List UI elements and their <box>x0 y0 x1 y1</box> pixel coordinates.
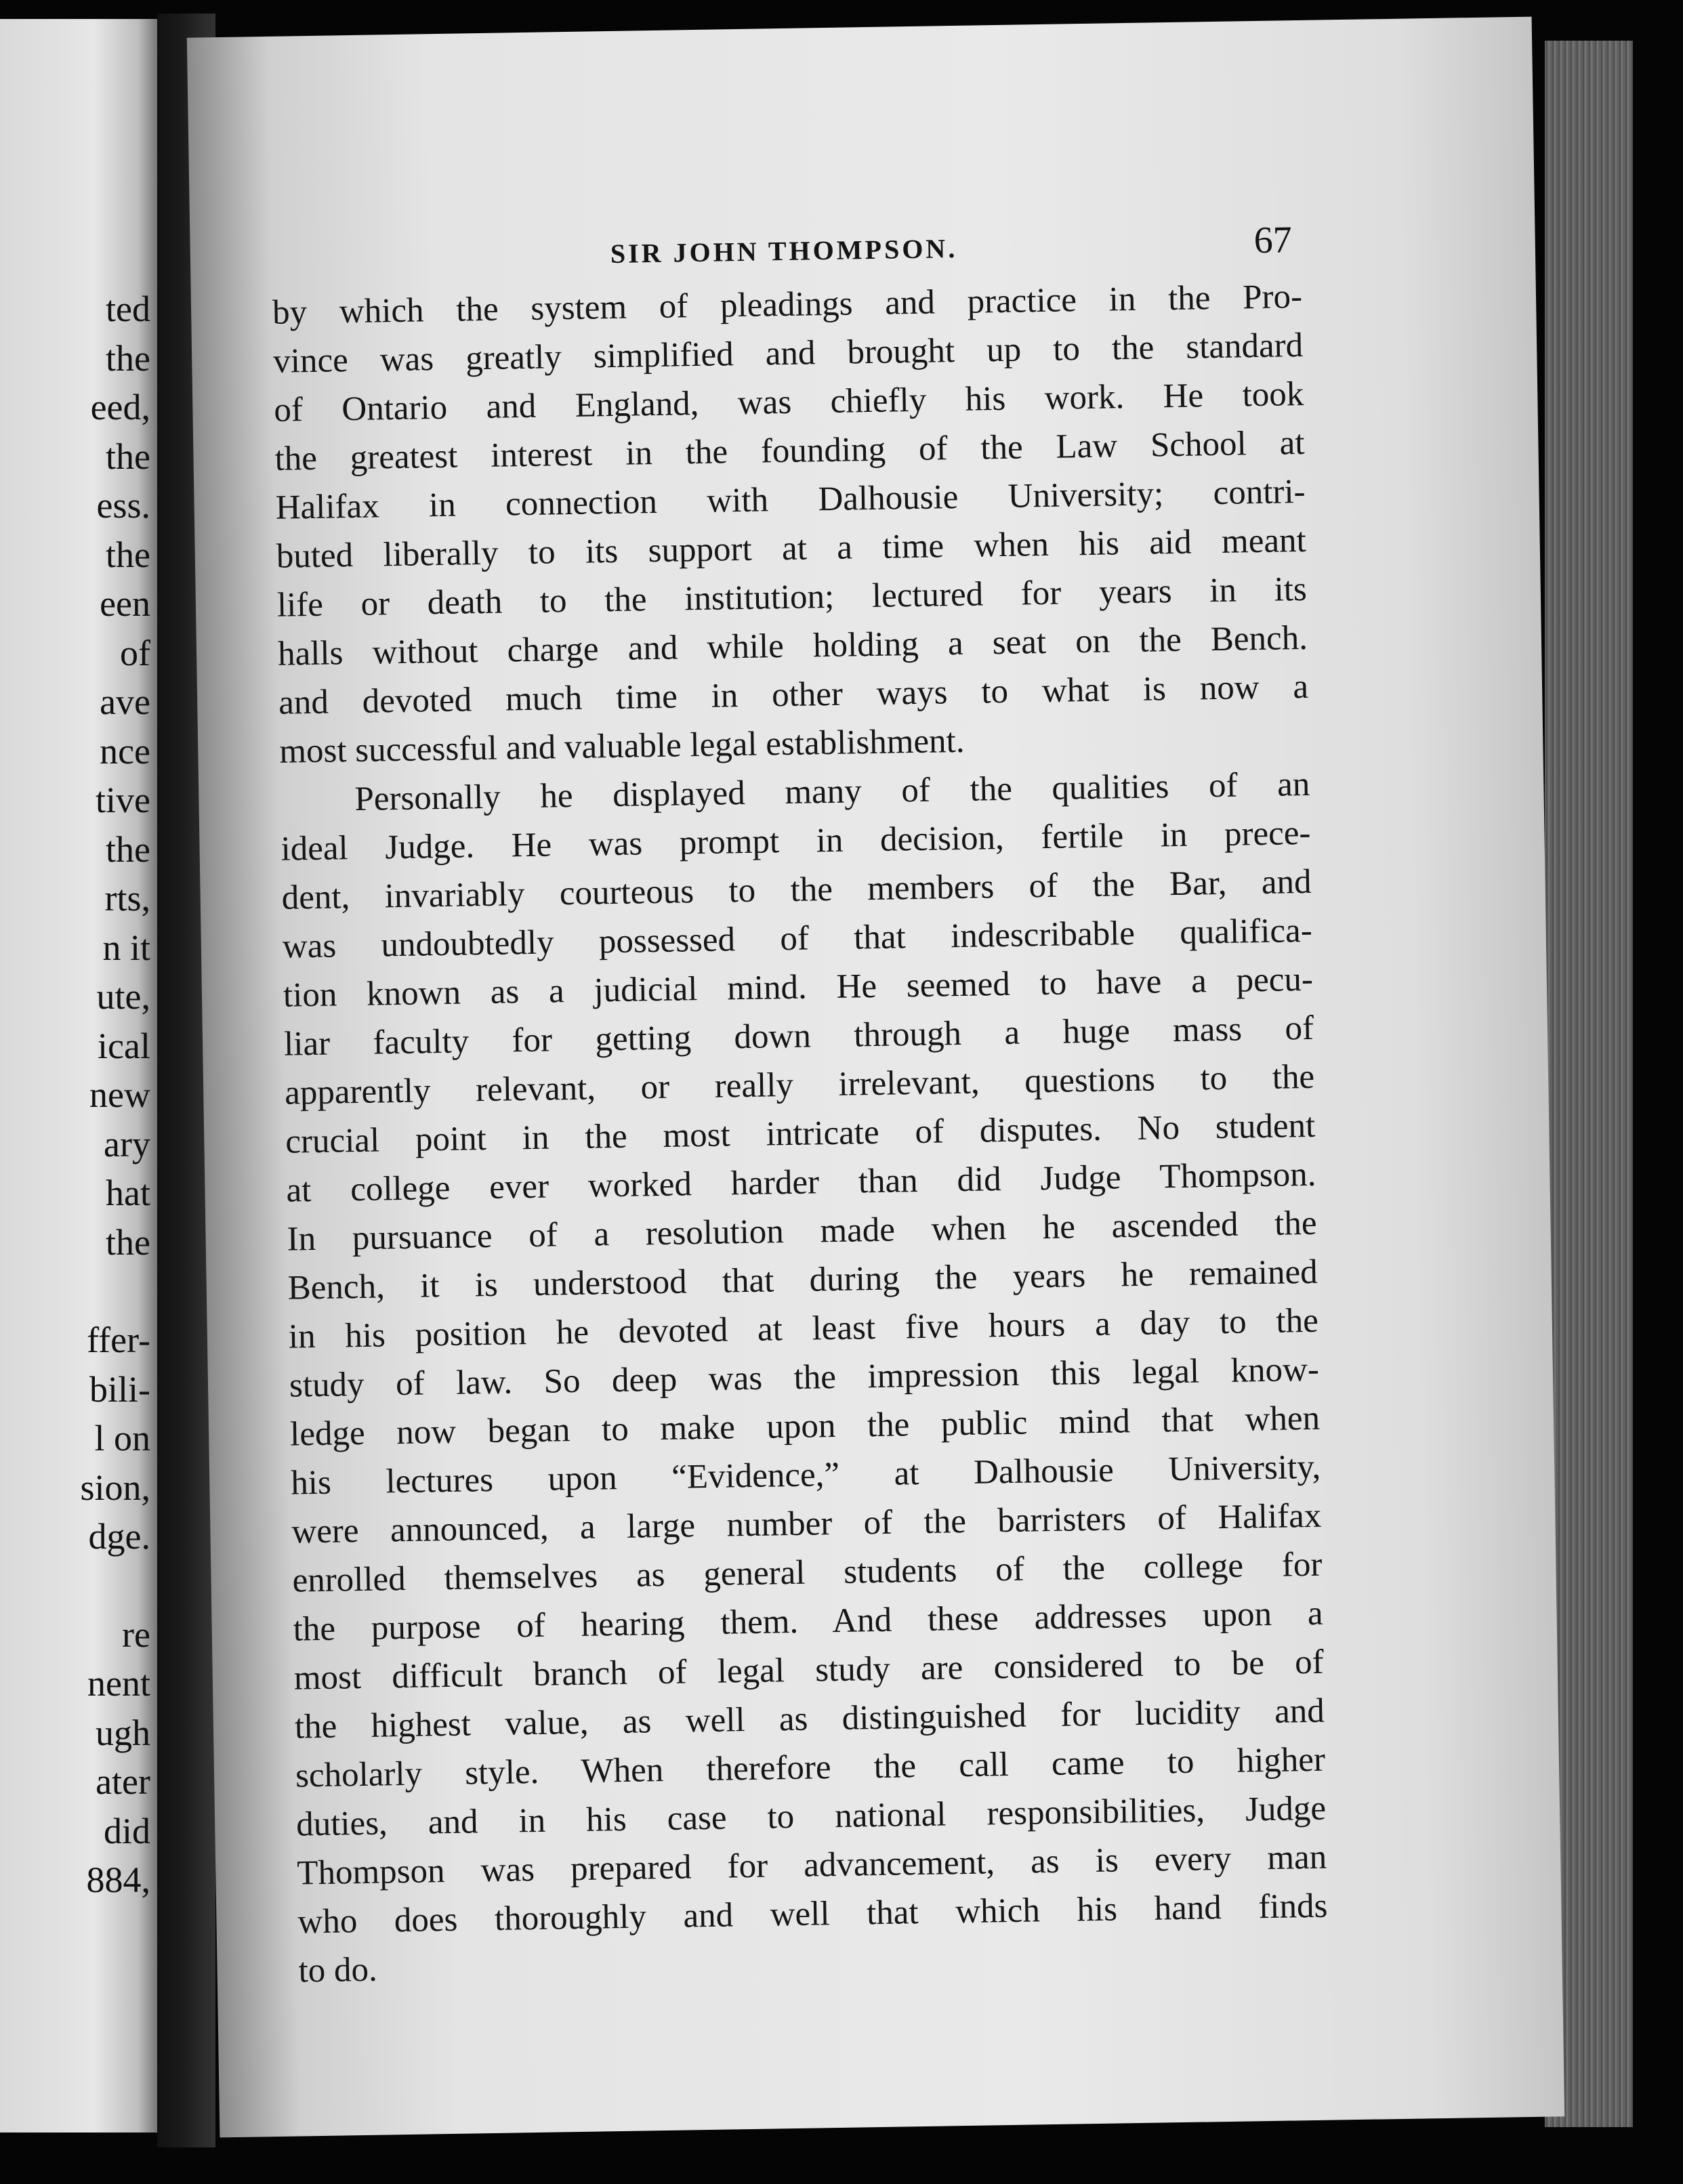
text-line: study of law. So deep was the impression this legal know- <box>289 1350 1320 1405</box>
left-page-line: ary <box>104 1123 150 1164</box>
text-line: buted liberally to its support at a time when his aid meant <box>276 521 1307 576</box>
text-line: of Ontario and England, was chiefly his work. He took <box>273 375 1304 429</box>
text-line: were announced, a large number of the barristers of Halifax <box>291 1496 1322 1551</box>
right-page <box>187 17 1564 2138</box>
text-line: In pursuance of a resolution made when he ascended the <box>287 1204 1317 1259</box>
running-title: SIR JOHN THOMPSON. <box>610 232 958 269</box>
left-page-line: dge. <box>88 1516 150 1557</box>
text-line: was undoubtedly possessed of that indescribable qualifica- <box>282 911 1313 966</box>
text-line: apparently relevant, or really irrelevant, questions to the <box>284 1057 1315 1112</box>
body-text <box>272 272 1329 1996</box>
text-line: liar faculty for getting down through a huge mass of <box>283 1009 1314 1064</box>
page-number: 67 <box>1253 219 1293 262</box>
left-page-line: een <box>100 583 150 624</box>
text-line: vince was greatly simplified and brought up to the standard <box>272 326 1304 381</box>
left-page-line: ute, <box>96 976 150 1017</box>
text-line: ideal Judge. He was prompt in decision, fertile in prece- <box>280 814 1311 868</box>
text-line: Personally he displayed many of the qualities of an <box>354 765 1310 819</box>
line-gap <box>0 1267 150 1316</box>
text-line: Halifax in connection with Dalhousie University; contri- <box>275 472 1306 527</box>
left-page-line: the <box>106 337 150 379</box>
left-page-line: eed, <box>90 387 150 427</box>
left-page-line: new <box>89 1074 150 1115</box>
left-page-line: l on <box>94 1418 150 1458</box>
left-page-line: tive <box>96 780 150 820</box>
left-page-line: sion, <box>80 1467 150 1508</box>
left-page-line: re <box>122 1614 150 1655</box>
text-line: ledge now began to make upon the public mind that when <box>289 1399 1321 1454</box>
text-line: the purpose of hearing them. And these addresses upon a <box>293 1594 1323 1649</box>
left-page-line: ater <box>96 1761 150 1802</box>
left-page <box>0 19 157 2133</box>
left-page-line: the <box>106 1221 150 1263</box>
text-line: life or death to the institution; lectured for years in its <box>276 570 1308 625</box>
text-line: halls without charge and while holding a seat on the Bench. <box>277 618 1308 673</box>
left-page-line: ical <box>98 1025 150 1066</box>
left-page-line: the <box>106 828 150 870</box>
text-line: duties, and in his case to national responsibilities, Judge <box>295 1789 1327 1844</box>
text-line: dent, invariably courteous to the members of the Bar, and <box>281 862 1312 917</box>
left-page-line: nent <box>87 1663 150 1704</box>
left-page-line: n it <box>102 927 150 968</box>
left-page-line: of <box>120 632 150 673</box>
text-line: Bench, it is understood that during the years he remained <box>287 1253 1318 1307</box>
text-line: the highest value, as well as distinguished for lucidity and <box>294 1692 1325 1746</box>
left-page-line: nce <box>100 730 150 772</box>
text-line: and devoted much time in other ways to what is now a <box>278 667 1309 722</box>
text-line: crucial point in the most intricate of disputes. No student <box>285 1106 1316 1161</box>
left-page-line: hat <box>106 1173 150 1213</box>
text-line: most difficult branch of legal study are considered to be of <box>293 1643 1325 1698</box>
left-page-line: rts, <box>104 878 150 919</box>
left-page-line: ted <box>106 289 150 329</box>
text-line: who does thoroughly and well that which his hand finds <box>297 1887 1328 1941</box>
text-line: his lectures upon “Evidence,” at Dalhousie University, <box>290 1448 1321 1503</box>
text-line: most successful and valuable legal establishment. <box>278 721 965 771</box>
left-page-line: ave <box>100 681 150 722</box>
left-page-line: bili- <box>89 1368 150 1410</box>
text-line: scholarly style. When therefore the call came to higher <box>295 1740 1326 1795</box>
text-line: at college ever worked harder than did Judge Thompson. <box>286 1155 1316 1210</box>
left-page-line: 884, <box>86 1860 150 1900</box>
paragraph-1 <box>272 272 1310 776</box>
text-line: the greatest interest in the founding of the Law School at <box>274 423 1305 478</box>
left-page-text <box>0 285 150 1905</box>
left-page-line: the <box>106 436 150 477</box>
text-line: enrolled themselves as general students of the college for <box>292 1545 1323 1600</box>
left-page-line: ugh <box>96 1712 150 1753</box>
left-page-line: ffer- <box>87 1320 150 1360</box>
left-page-line: did <box>103 1810 150 1851</box>
text-line: tion known as a judicial mind. He seemed to have a pecu- <box>283 960 1314 1015</box>
text-line: to do. <box>298 1950 378 1990</box>
text-line: in his position he devoted at least five hours a day to the <box>288 1301 1319 1356</box>
left-page-line: the <box>106 534 150 575</box>
left-page-line: ess. <box>96 485 150 526</box>
text-line: Thompson was prepared for advancement, as is every man <box>296 1838 1327 1893</box>
paragraph-2 <box>280 760 1329 1996</box>
text-line: by which the system of pleadings and practice in the Pro- <box>272 277 1303 332</box>
line-gap <box>0 1561 150 1610</box>
